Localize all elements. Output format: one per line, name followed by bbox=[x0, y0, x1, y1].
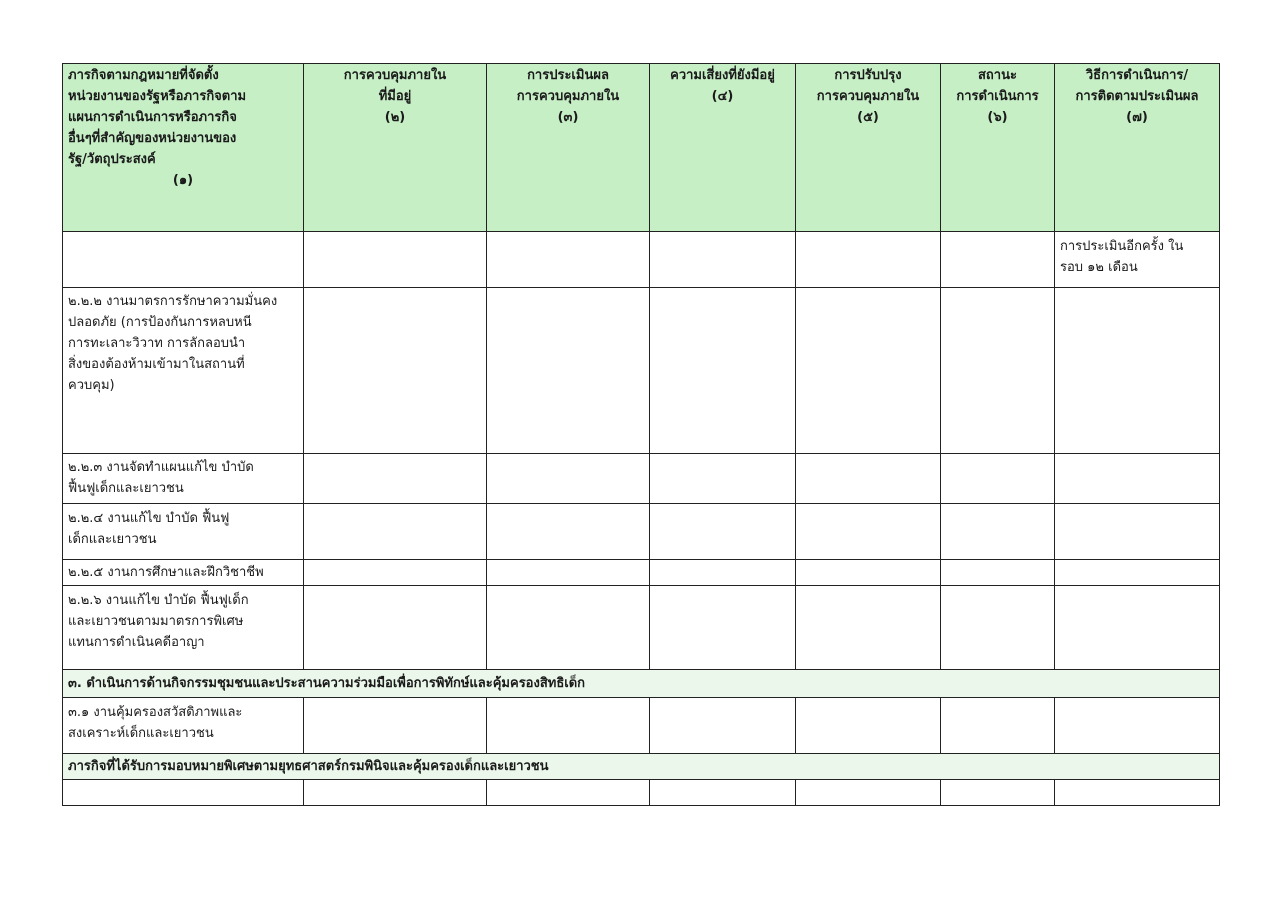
section-row bbox=[63, 754, 1220, 780]
cell-text: ๒.๒.๔ งานแก้ไข บำบัด ฟื้นฟู bbox=[68, 511, 230, 526]
table-cell bbox=[487, 586, 650, 670]
header-text: การปรับปรุง bbox=[834, 68, 902, 83]
table-cell bbox=[941, 454, 1055, 504]
table-row bbox=[63, 780, 1220, 806]
section-heading: ภารกิจที่ได้รับการมอบหมายพิเศษตามยุทธศาสตร์กรมพินิจและคุ้มครองเด็กและเยาวชน bbox=[63, 754, 1220, 780]
header-number: (๓) bbox=[557, 110, 579, 125]
header-text: รัฐ/วัตถุประสงค์ bbox=[68, 152, 156, 167]
cell-text: ควบคุม) bbox=[68, 378, 115, 393]
table-row bbox=[63, 232, 1220, 288]
table-cell bbox=[304, 698, 487, 754]
table-cell bbox=[941, 780, 1055, 806]
table-cell bbox=[650, 698, 796, 754]
table-cell bbox=[1055, 504, 1220, 560]
table-cell bbox=[650, 504, 796, 560]
table-cell bbox=[796, 698, 941, 754]
table-cell bbox=[796, 232, 941, 288]
table-row bbox=[63, 698, 1220, 754]
cell-text: การประเมินอีกครั้ง ใน bbox=[1060, 239, 1184, 254]
table-cell bbox=[941, 698, 1055, 754]
table-row bbox=[63, 288, 1220, 454]
cell-text: สงเคราะห์เด็กและเยาวชน bbox=[68, 726, 214, 741]
table-cell bbox=[63, 232, 304, 288]
cell-text: ๒.๒.๖ งานแก้ไข บำบัด ฟื้นฟูเด็ก bbox=[68, 593, 249, 608]
table-cell bbox=[650, 560, 796, 586]
header-text: ภารกิจตามกฎหมายที่จัดตั้ง bbox=[68, 68, 219, 83]
table-row bbox=[63, 560, 1220, 586]
internal-control-table bbox=[62, 63, 1220, 806]
header-text: ความเสี่ยงที่ยังมีอยู่ bbox=[670, 68, 775, 83]
header-text: การควบคุมภายใน bbox=[516, 89, 620, 104]
header-number: (๕) bbox=[857, 110, 879, 125]
header-col-1 bbox=[63, 64, 304, 232]
table-cell bbox=[304, 232, 487, 288]
table-cell bbox=[650, 586, 796, 670]
table-cell bbox=[796, 780, 941, 806]
header-number: (๔) bbox=[711, 89, 734, 104]
table-cell bbox=[941, 232, 1055, 288]
table-cell bbox=[796, 560, 941, 586]
header-col-2 bbox=[304, 64, 487, 232]
header-col-7 bbox=[1055, 64, 1220, 232]
header-text: ที่มีอยู่ bbox=[378, 89, 412, 104]
table-cell bbox=[304, 560, 487, 586]
header-row bbox=[63, 64, 1220, 232]
cell-text: การทะเลาะวิวาท การลักลอบนำ bbox=[68, 336, 246, 351]
header-col-6 bbox=[941, 64, 1055, 232]
header-col-3 bbox=[487, 64, 650, 232]
table-cell bbox=[63, 560, 304, 586]
header-text: การดำเนินการ bbox=[956, 89, 1039, 104]
cell-text: ๓.๑ งานคุ้มครองสวัสดิภาพและ bbox=[68, 705, 243, 720]
table-cell bbox=[487, 698, 650, 754]
header-col-4 bbox=[650, 64, 796, 232]
table-cell bbox=[487, 504, 650, 560]
table-cell bbox=[796, 504, 941, 560]
table-cell bbox=[650, 232, 796, 288]
header-text: สถานะ bbox=[978, 68, 1017, 83]
table-row bbox=[63, 504, 1220, 560]
table-cell bbox=[941, 504, 1055, 560]
cell-text: ๒.๒.๓ งานจัดทำแผนแก้ไข บำบัด bbox=[68, 460, 254, 475]
table-cell bbox=[1055, 698, 1220, 754]
header-text: อื่นๆที่สำคัญของหน่วยงานของ bbox=[68, 131, 237, 146]
table-row bbox=[63, 454, 1220, 504]
table-cell bbox=[1055, 560, 1220, 586]
table-cell bbox=[63, 504, 304, 560]
header-number: (๒) bbox=[384, 110, 406, 125]
table-cell bbox=[304, 454, 487, 504]
table-cell bbox=[63, 586, 304, 670]
table-cell bbox=[796, 586, 941, 670]
cell-text: แทนการดำเนินคดีอาญา bbox=[68, 635, 205, 650]
header-text: การควบคุมภายใน bbox=[816, 89, 920, 104]
section-heading: ๓. ดำเนินการด้านกิจกรรมชุมชนและประสานความร่วมมือเพื่อการพิทักษ์และคุ้มครองสิทธิเด็ก bbox=[63, 670, 1220, 698]
cell-text: และเยาวชนตามมาตรการพิเศษ bbox=[68, 614, 244, 629]
table-cell bbox=[1055, 780, 1220, 806]
cell-text: เด็กและเยาวชน bbox=[68, 532, 157, 547]
header-col-5 bbox=[796, 64, 941, 232]
header-text: การควบคุมภายใน bbox=[343, 68, 447, 83]
table-cell bbox=[1055, 288, 1220, 454]
cell-text: ปลอดภัย (การป้องกันการหลบหนี bbox=[68, 315, 252, 330]
table-cell bbox=[1055, 586, 1220, 670]
cell-text: รอบ ๑๒ เดือน bbox=[1060, 260, 1138, 275]
table-cell bbox=[63, 780, 304, 806]
table-row bbox=[63, 586, 1220, 670]
header-text: แผนการดำเนินการหรือภารกิจ bbox=[68, 110, 237, 125]
table-cell bbox=[487, 288, 650, 454]
table-cell bbox=[304, 586, 487, 670]
table-cell bbox=[63, 288, 304, 454]
table-cell bbox=[941, 586, 1055, 670]
header-text: การติดตามประเมินผล bbox=[1075, 89, 1199, 104]
table-cell bbox=[487, 780, 650, 806]
table-cell bbox=[63, 454, 304, 504]
table-cell bbox=[796, 288, 941, 454]
table-cell bbox=[487, 560, 650, 586]
cell-text: ๒.๒.๒ งานมาตรการรักษาความมั่นคง bbox=[68, 294, 278, 309]
table-cell bbox=[304, 288, 487, 454]
table-cell bbox=[63, 698, 304, 754]
cell-text: ๒.๒.๕ งานการศึกษาและฝึกวิชาชีพ bbox=[68, 565, 264, 580]
cell-text: สิ่งของต้องห้ามเข้ามาในสถานที่ bbox=[68, 357, 245, 372]
table-cell bbox=[796, 454, 941, 504]
header-number: (๑) bbox=[172, 173, 194, 188]
section-row bbox=[63, 670, 1220, 698]
header-text: การประเมินผล bbox=[527, 68, 609, 83]
table-cell bbox=[487, 454, 650, 504]
table-cell bbox=[1055, 232, 1220, 288]
table-cell bbox=[304, 504, 487, 560]
header-number: (๗) bbox=[1126, 110, 1148, 125]
header-number: (๖) bbox=[987, 110, 1008, 125]
table-cell bbox=[304, 780, 487, 806]
table-cell bbox=[1055, 454, 1220, 504]
table-cell bbox=[650, 454, 796, 504]
header-text: วิธีการดำเนินการ/ bbox=[1085, 68, 1189, 83]
cell-text: ฟื้นฟูเด็กและเยาวชน bbox=[68, 481, 184, 496]
header-text: หน่วยงานของรัฐหรือภารกิจตาม bbox=[68, 89, 247, 104]
table-cell bbox=[650, 288, 796, 454]
table-cell bbox=[487, 232, 650, 288]
table-cell bbox=[941, 288, 1055, 454]
table-cell bbox=[650, 780, 796, 806]
table-cell bbox=[941, 560, 1055, 586]
